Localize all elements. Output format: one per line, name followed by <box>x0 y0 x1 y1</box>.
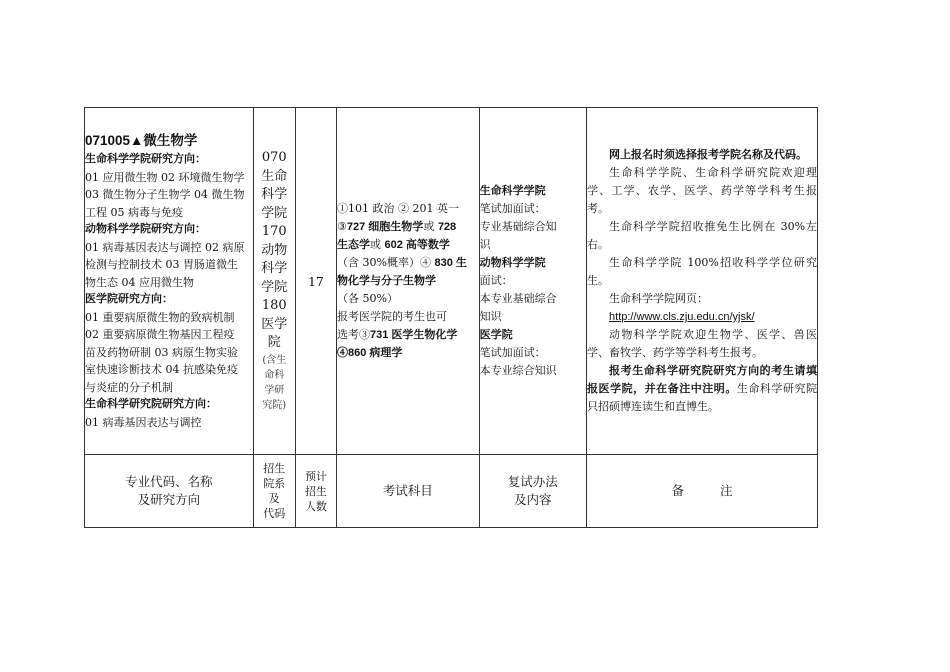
direction-heading: 生命科学学院研究方向： <box>85 153 206 165</box>
department-line: 生命 <box>261 168 288 184</box>
header-exam-subjects: 考试科目 <box>337 455 480 528</box>
enrollment-count: 17 <box>307 273 324 289</box>
exam-line: （各 50%） <box>337 292 398 305</box>
department-line: 科学 <box>261 261 288 277</box>
direction-group-animal-sciences <box>85 221 253 291</box>
exam-subjects-cell <box>337 108 480 455</box>
department-note-line: 究院) <box>262 399 287 411</box>
direction-group-life-sciences <box>85 151 253 221</box>
retest-line: 知识 <box>479 310 502 323</box>
direction-group-life-sciences-institute <box>85 396 253 431</box>
major-and-directions-cell <box>85 108 254 455</box>
direction-line: 02 重要病原微生物基因工程疫 <box>85 328 235 341</box>
admissions-table <box>84 107 818 528</box>
exam-line: 物化学与分子生物学 <box>337 275 437 287</box>
remark-life-sciences-welcome: 生命科学学院、生命科学研究院欢迎理学、工学、农学、医学、药学等学科考生报考。 <box>587 166 817 215</box>
direction-line: 01 应用微生物 02 环境微生物学 <box>85 170 245 184</box>
exam-line: ③727 细胞生物学或 728 <box>337 220 457 233</box>
department-line: 070 <box>261 150 287 166</box>
major-title: 071005▲微生物学 <box>85 133 198 148</box>
department-line: 170 <box>261 224 287 240</box>
remark-exemption-ratio: 生命科学学院招收推免生比例在 30%左右。 <box>587 220 817 251</box>
department-note-line: 命科 <box>264 369 285 381</box>
direction-line: 苗及药物研制 03 病原生物实验 <box>85 345 238 359</box>
retest-line: 面试： <box>479 274 513 287</box>
department-line: 院 <box>267 335 281 351</box>
exam-line: 生态学或 602 高等数学 <box>337 238 450 251</box>
exam-line: ①101 政治 ② 201 英一 <box>337 202 459 215</box>
department-line: 学院 <box>261 279 288 295</box>
remark-academic-degree: 生命科学学院 100%招收科学学位研究生。 <box>587 256 817 287</box>
retest-block-medicine <box>480 326 586 380</box>
exam-line: ④860 病理学 <box>337 347 403 359</box>
exam-line: 选考③731 医学生物化学 <box>337 328 458 341</box>
exam-line: （含 30%概率）④ 830 生 <box>337 256 467 269</box>
retest-line: 笔试加面试： <box>479 346 546 359</box>
department-note-line: 学研 <box>264 384 285 396</box>
retest-school-title: 医学院 <box>479 329 513 341</box>
direction-group-medicine <box>85 291 253 396</box>
header-retest: 复试办法 及内容 <box>479 455 586 528</box>
remark-animal-sciences-welcome: 动物科学学院欢迎生物学、医学、兽医学、畜牧学、药学等学科考生报考。 <box>587 328 817 359</box>
department-line: 180 <box>261 298 287 314</box>
remark-institute-note: 报考生命科学研究院研究方向的考生请填报医学院，并在备注中注明。生命科学研究院只招硕博连读生和直博生。 <box>587 365 818 413</box>
major-row <box>85 108 818 455</box>
school-website-link[interactable]: http://www.cls.zju.edu.cn/yjsk/ <box>609 311 755 323</box>
department-line: 医学 <box>261 316 288 332</box>
direction-line: 工程 05 病毒与免疫 <box>85 205 183 219</box>
direction-line: 室快速诊断技术 04 抗感染免疫 <box>85 363 238 376</box>
retest-school-title: 生命科学学院 <box>479 185 546 197</box>
retest-line: 本专业综合知识 <box>479 364 557 377</box>
retest-line: 识 <box>479 238 491 251</box>
header-major-code: 专业代码、名称 及研究方向 <box>85 455 254 528</box>
department-cell <box>253 108 295 455</box>
header-remarks: 备注 <box>587 455 818 528</box>
retest-line: 笔试加面试： <box>479 202 546 215</box>
direction-heading: 生命科学研究院研究方向： <box>85 398 217 410</box>
retest-school-title: 动物科学学院 <box>479 257 546 269</box>
header-enrollment: 预计 招生 人数 <box>295 455 336 528</box>
direction-line: 物生态 04 应用微生物 <box>85 275 194 289</box>
department-note-line: (含生 <box>262 354 287 366</box>
retest-line: 专业基础综合知 <box>479 220 557 233</box>
direction-line: 01 病毒基因表达与调控 02 病原 <box>85 240 245 254</box>
department-line: 学院 <box>261 205 288 221</box>
remark-registration: 网上报名时须选择报考学院名称及代码。 <box>609 149 808 161</box>
direction-line: 检测与控制技术 03 胃肠道微生 <box>85 258 238 271</box>
department-line: 动物 <box>261 242 288 258</box>
direction-line: 03 微生物分子生物学 04 微生物 <box>85 188 245 201</box>
remark-website-label: 生命科学学院网页： <box>609 292 709 305</box>
retest-method-cell <box>479 108 586 455</box>
direction-line: 与炎症的分子机制 <box>85 380 173 394</box>
direction-heading: 动物科学学院研究方向： <box>85 223 206 235</box>
remarks-cell <box>587 108 818 455</box>
retest-block-animal-sciences <box>480 254 586 326</box>
header-department: 招生 院系 及 代码 <box>253 455 295 528</box>
enrollment-count-cell <box>295 108 336 455</box>
department-line: 科学 <box>261 187 288 203</box>
retest-block-life-sciences <box>480 182 586 254</box>
direction-heading: 医学院研究方向： <box>85 293 173 305</box>
direction-line: 01 病毒基因表达与调控 <box>85 415 202 429</box>
retest-line: 本专业基础综合 <box>479 292 557 305</box>
exam-line: 报考医学院的考生也可 <box>337 310 448 323</box>
direction-line: 01 重要病原微生物的致病机制 <box>85 310 235 324</box>
header-row <box>85 455 818 528</box>
